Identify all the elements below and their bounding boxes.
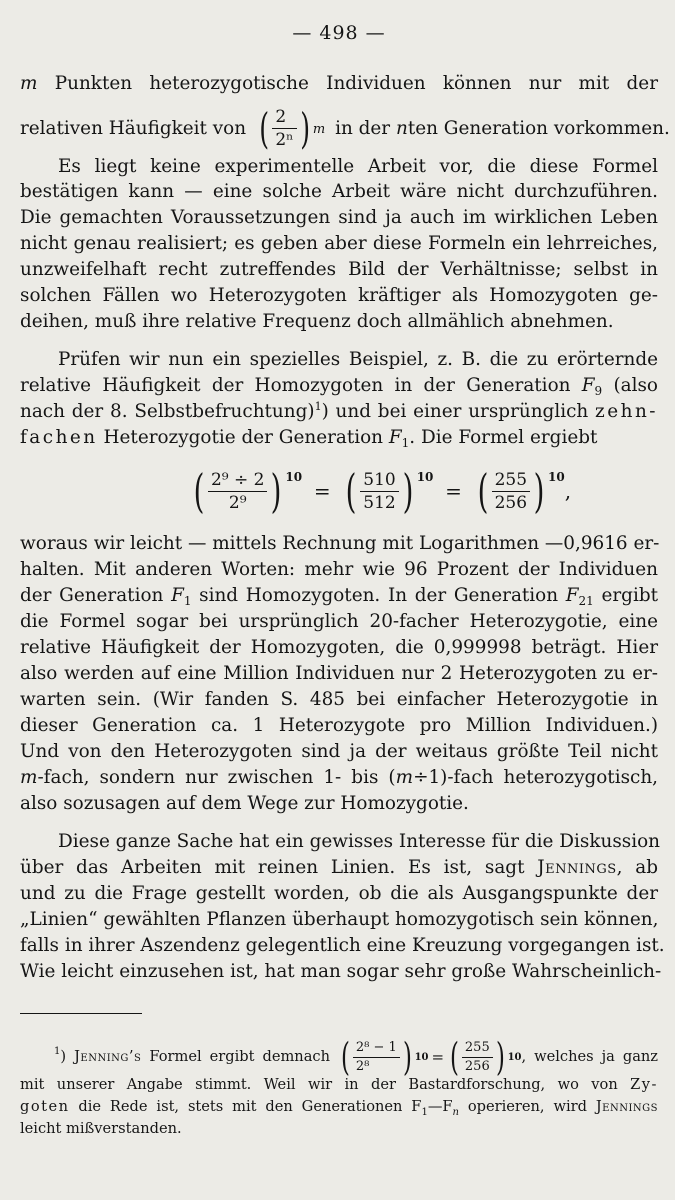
display-formula: ( $\frac{\text{2⁹ ÷ 2}}{\text{2⁹}}$ ) 10 = ( $\frac{510}{512}$ ) 10 = ( $\frac{255}{256}$ ) 10, bbox=[193, 464, 572, 518]
text-line: halten. Mit anderen Worten: mehr wie 96 Prozent der Individuen bbox=[20, 559, 658, 580]
author-name: Jennings bbox=[595, 1098, 659, 1115]
text-line: falls in ihrer Aszendenz gelegentlich eine Kreuzung vorgegangen ist. bbox=[20, 935, 665, 956]
formula-denominator: 2⁸ bbox=[355, 1058, 370, 1074]
math-symbol: m bbox=[20, 767, 38, 788]
footnote-formula: ( $\frac{\text{2⁸ − 1}}{\text{2⁸}}$ ) 10 = ( $\frac{255}{256}$ ) 10 bbox=[340, 1035, 522, 1079]
formula-numerator: 2 bbox=[272, 106, 296, 129]
author-name: Jennings bbox=[537, 857, 617, 878]
math-symbol: F bbox=[388, 427, 402, 448]
text-line bbox=[20, 426, 658, 450]
formula-exponent: 10 bbox=[414, 1052, 429, 1063]
text-span: in der bbox=[329, 118, 396, 139]
formula-numerator: 255 bbox=[462, 1039, 493, 1058]
formula-numerator: 510 bbox=[360, 469, 398, 492]
text-line: warten sein. (Wir fanden S. 485 bei einfacher Heterozygotie in bbox=[20, 689, 658, 710]
text-span: mit unserer Angabe stimmt. Weil wir in der Bastardforschung, wo von bbox=[20, 1076, 631, 1093]
text-span: ) und bei einer ursprünglich bbox=[321, 401, 596, 422]
text-span: , welches ja ganz bbox=[521, 1048, 658, 1065]
formula-numerator: 2⁹ ÷ 2 bbox=[208, 469, 268, 492]
emphasis-text: Zy- bbox=[630, 1076, 658, 1093]
text-line-with-formula bbox=[20, 103, 670, 153]
text-line: woraus wir leicht — mittels Rechnung mit Logarithmen —0,9616 er- bbox=[20, 533, 660, 554]
text-span: relative Häufigkeit der Homozygoten in der Generation bbox=[20, 375, 582, 396]
text-line bbox=[20, 766, 658, 790]
subscript: 21 bbox=[578, 594, 594, 608]
text-span: relativen Häufigkeit von bbox=[20, 118, 247, 139]
math-symbol: F bbox=[565, 585, 579, 606]
emphasis-text: zehn- bbox=[595, 401, 659, 422]
inline-formula: ( $\frac{2}{\text{2ⁿ}}$ ) m bbox=[259, 103, 326, 153]
text-span: die Rede ist, stets mit den Generationen F bbox=[69, 1098, 422, 1115]
formula-denominator: 256 bbox=[464, 1058, 490, 1074]
text-line: und zu die Frage gestellt worden, ob die als Ausgangspunkte der bbox=[20, 883, 658, 904]
text-span: Punkten heterozygotische Individuen können nur mit der bbox=[37, 73, 658, 94]
text-line: die Formel sogar bei ursprünglich 20-facher Heterozygotie, eine bbox=[20, 611, 658, 632]
formula-denominator: 2ⁿ bbox=[275, 130, 294, 150]
text-line: relative Häufigkeit der Homozygoten, die 0,999998 beträgt. Hier bbox=[20, 637, 658, 658]
math-symbol: F bbox=[171, 585, 184, 606]
footnote-marker: 1 bbox=[54, 1046, 61, 1057]
text-line: Prüfen wir nun ein spezielles Beispiel, z. B. die zu erörternde bbox=[58, 349, 658, 370]
text-line: Und von den Heterozygoten sind ja der weitaus größte Teil nicht bbox=[20, 741, 658, 762]
math-symbol: F bbox=[581, 375, 595, 396]
formula-exponent: 10 bbox=[416, 470, 434, 484]
equals-sign: = bbox=[313, 479, 331, 503]
text-line: „Linien“ gewählten Pflanzen überhaupt homozygotisch sein können, bbox=[20, 909, 659, 930]
text-span: operieren, wird bbox=[459, 1098, 596, 1115]
equals-sign: = bbox=[431, 1048, 445, 1066]
footnote-ref: 1 bbox=[314, 400, 322, 413]
page-number: — 498 — bbox=[292, 22, 386, 44]
subscript: 1 bbox=[401, 436, 410, 450]
formula-denominator: 2⁹ bbox=[228, 492, 247, 513]
footnote-rule bbox=[20, 1013, 142, 1014]
text-line: bestätigen kann — eine solche Arbeit wäre nicht durchzuführen. bbox=[20, 181, 658, 202]
text-line: solchen Fällen wo Heterozygoten kräftiger als Homozygoten ge- bbox=[20, 285, 658, 306]
formula-comma: , bbox=[564, 479, 572, 503]
text-span: ten Generation vorkommen. bbox=[407, 118, 670, 139]
footnote-line bbox=[20, 1074, 658, 1096]
subscript: 1 bbox=[183, 594, 192, 608]
text-span: . Die Formel ergiebt bbox=[409, 427, 598, 448]
page bbox=[20, 0, 670, 1200]
subscript: 1 bbox=[421, 1107, 428, 1118]
text-line bbox=[20, 72, 658, 96]
text-line: also sozusagen auf dem Wege zur Homozygotie. bbox=[20, 793, 469, 814]
math-symbol: n bbox=[395, 118, 408, 139]
text-line: unzweifelhaft recht zutreffendes Bild der Verhältnisse; selbst in bbox=[20, 259, 658, 280]
text-line: deihen, muß ihre relative Frequenz doch allmählich abnehmen. bbox=[20, 311, 614, 332]
text-span: ÷1)-fach heterozygotisch, bbox=[413, 767, 659, 788]
text-line bbox=[20, 584, 658, 608]
formula-exponent: m bbox=[312, 122, 326, 137]
text-span: —F bbox=[427, 1098, 453, 1115]
text-span: der Generation bbox=[20, 585, 172, 606]
footnote-line: $^1$) Jenning’s Formel ergibt demnach ( $\frac{\text{2⁸ − 1}}{\text{2⁸}}$ ) 10 = ( $\frac{255}{256}$ ) 10, welches ja ganz bbox=[54, 1035, 658, 1079]
text-span: sind Homozygoten. In der Generation bbox=[191, 585, 566, 606]
text-span: Formel ergibt demnach bbox=[141, 1048, 338, 1065]
formula-denominator: 256 bbox=[494, 492, 528, 513]
subscript: 9 bbox=[594, 384, 603, 398]
footnote-line: leicht mißverstanden. bbox=[20, 1120, 182, 1137]
text-span: ergibt bbox=[593, 585, 658, 606]
text-span: Heterozygotie der Generation bbox=[97, 427, 389, 448]
math-symbol: m bbox=[395, 767, 414, 788]
subscript: n bbox=[452, 1107, 459, 1118]
text-line: dieser Generation ca. 1 Heterozygote pro Million Individuen.) bbox=[20, 715, 658, 736]
formula-numerator: 255 bbox=[492, 469, 530, 492]
text-line: Es liegt keine experimentelle Arbeit vor, die diese Formel bbox=[58, 156, 658, 177]
footnote-line bbox=[20, 1096, 658, 1118]
text-line: Die gemachten Voraussetzungen sind ja auch im wirklichen Leben bbox=[20, 207, 658, 228]
emphasis-text: fachen bbox=[20, 427, 98, 448]
text-line: nicht genau realisiert; es geben aber diese Formeln ein lehrreiches, bbox=[20, 233, 658, 254]
text-line bbox=[20, 400, 658, 424]
equals-sign: = bbox=[445, 479, 462, 503]
text-line: Wie leicht einzusehen ist, hat man sogar sehr große Wahrscheinlich- bbox=[20, 961, 662, 982]
text-span: über das Arbeiten mit reinen Linien. Es ist, sagt bbox=[20, 857, 538, 878]
text-line: also werden auf eine Million Individuen nur 2 Heterozygoten zu er- bbox=[20, 663, 658, 684]
text-line: Diese ganze Sache hat ein gewisses Interesse für die Diskussion bbox=[58, 831, 660, 852]
text-span: nach der 8. Selbstbefruchtung) bbox=[20, 401, 315, 422]
emphasis-text: goten bbox=[20, 1098, 70, 1115]
formula-exponent: 10 bbox=[548, 470, 565, 484]
text-span: , ab bbox=[616, 857, 658, 878]
formula-exponent: 10 bbox=[285, 470, 303, 484]
text-line bbox=[20, 374, 658, 398]
formula-denominator: 512 bbox=[363, 492, 396, 513]
author-name: Jenning’s bbox=[74, 1048, 142, 1065]
text-span: -fach, sondern nur zwischen 1- bis ( bbox=[37, 767, 396, 788]
formula-numerator: 2⁸ − 1 bbox=[353, 1039, 400, 1058]
formula-exponent: 10 bbox=[507, 1052, 522, 1063]
text-span: (also bbox=[602, 375, 658, 396]
math-symbol: m bbox=[20, 73, 38, 94]
text-line bbox=[20, 856, 658, 880]
